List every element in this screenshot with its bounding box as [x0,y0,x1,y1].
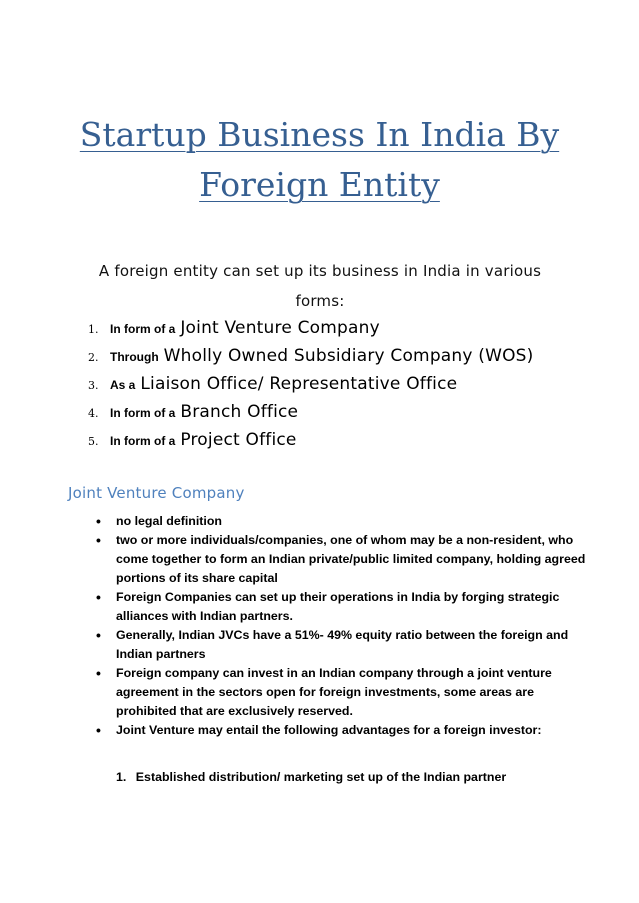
forms-list [88,318,534,458]
list-lead-text: As a [110,378,136,392]
sub-item-number: 1. [116,770,127,784]
forms-list-item [88,402,534,430]
bullet-item: • Foreign company can invest in an Indian company through a joint venture agreement in the sectors open for foreign investments, some areas are prohibited that are exclusively reserved. [96,664,596,721]
bullet-item: • Generally, Indian JVCs have a 51%- 49% equity ratio between the foreign and Indian partners [96,626,596,664]
list-number: 4. [88,407,99,420]
list-item-text: Liaison Office/ Representative Office [140,374,458,394]
bullet-item: • Joint Venture may entail the following advantages for a foreign investor: [96,721,596,740]
section-heading: Joint Venture Company [68,484,245,502]
forms-list-item [88,346,534,374]
intro-paragraph: A foreign entity can set up its business in India in various forms: [98,262,542,310]
document-title [0,110,639,210]
forms-list-item [88,430,534,458]
list-lead-text: In form of a [110,434,176,448]
list-number: 5. [88,435,99,448]
list-item-text: Wholly Owned Subsidiary Company (WOS) [163,346,534,366]
forms-list-item [88,318,534,346]
list-number: 2. [88,351,99,364]
list-item-text: Joint Venture Company [180,318,380,338]
bullet-item: • no legal definition [96,512,596,531]
numbered-sub-item [116,768,506,787]
sub-item-text: Established distribution/ marketing set up of the Indian partner [135,770,507,784]
list-lead-text: In form of a [110,322,176,336]
forms-list-item [88,374,534,402]
bullet-item: • two or more individuals/companies, one of whom may be a non-resident, who come together to form an Indian private/public limited company, holding agreed portions of its share capital [96,531,596,588]
list-lead-text: In form of a [110,406,176,420]
list-item-text: Project Office [180,430,297,450]
list-lead-text: Through [110,350,159,364]
list-number: 1. [88,323,99,336]
bullet-item: • Foreign Companies can set up their operations in India by forging strategic alliances with Indian partners. [96,588,596,626]
title-line-1: Startup Business In India By [79,115,560,154]
title-line-2: Foreign Entity [199,165,440,204]
list-number: 3. [88,379,99,392]
bullet-list [96,512,596,740]
list-item-text: Branch Office [180,402,299,422]
